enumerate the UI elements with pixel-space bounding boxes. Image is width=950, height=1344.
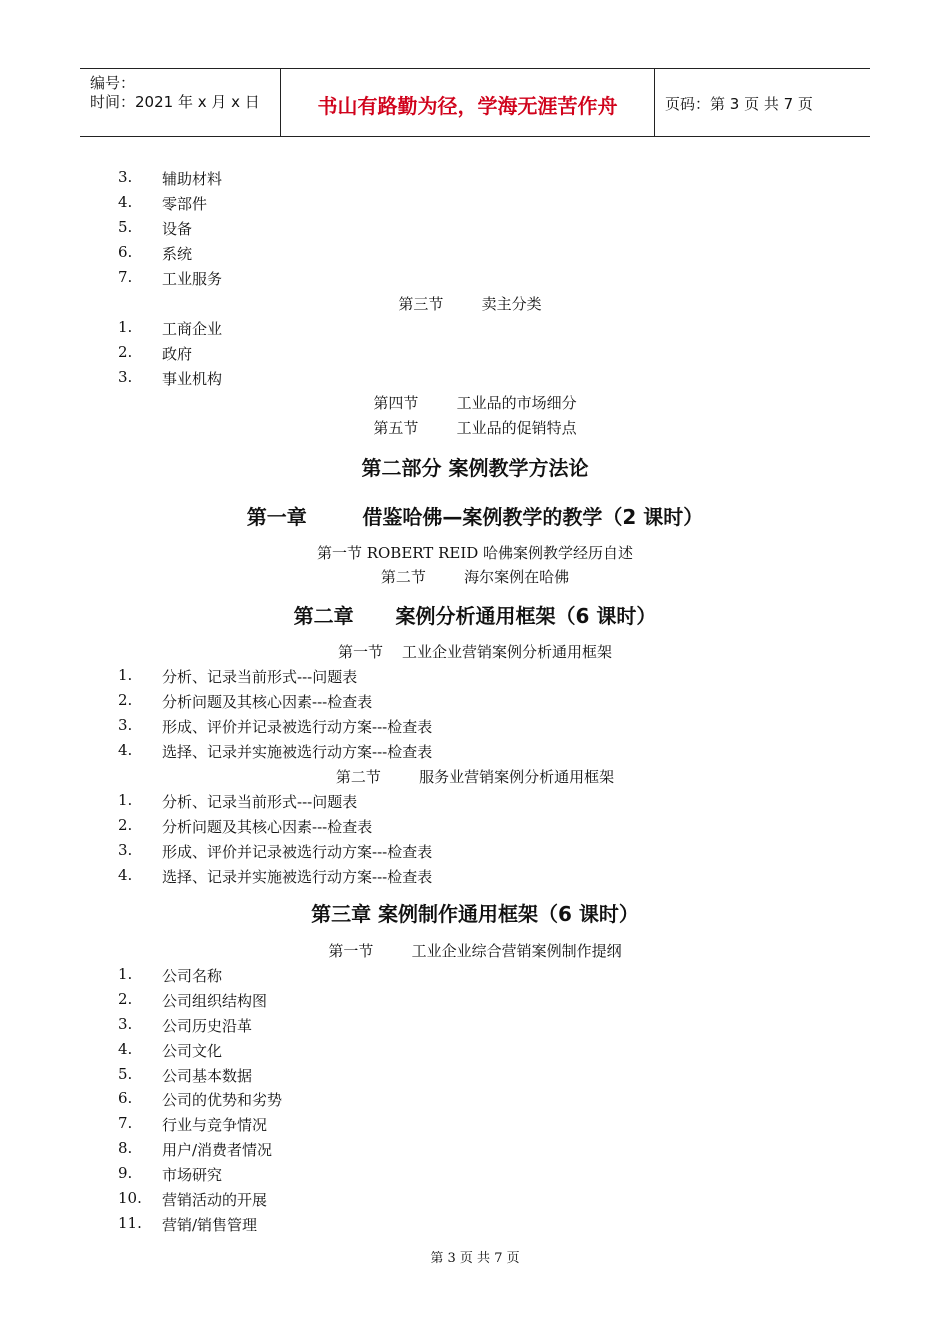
chapter-title: 第三章 案例制作通用框架（6 课时）	[311, 902, 639, 926]
item-number: 3.	[118, 368, 133, 386]
item-number: 3.	[118, 716, 133, 734]
section-heading: 第五节 工业品的促销特点	[373, 419, 577, 437]
motto: 书山有路勤为径，学海无涯苦作舟	[317, 94, 618, 118]
item-text: 营销活动的开展	[162, 1191, 268, 1209]
item-text: 工业服务	[162, 270, 223, 288]
item-text: 形成、评价并记录被选行动方案---检查表	[162, 843, 433, 861]
item-text: 选择、记录并实施被选行动方案---检查表	[162, 743, 433, 761]
page-info: 页码：第 3 页 共 7 页	[665, 95, 813, 113]
chapter-title: 第一章 借鉴哈佛—案例教学的教学（2 课时）	[246, 505, 704, 529]
item-text: 形成、评价并记录被选行动方案---检查表	[162, 718, 433, 736]
header-page-cell	[655, 69, 870, 136]
item-number: 4.	[118, 866, 133, 884]
item-text: 选择、记录并实施被选行动方案---检查表	[162, 868, 433, 886]
item-number: 2.	[118, 343, 133, 361]
item-text: 行业与竞争情况	[162, 1116, 268, 1134]
item-text: 市场研究	[162, 1166, 223, 1184]
item-number: 2.	[118, 990, 133, 1008]
item-text: 公司的优势和劣势	[162, 1091, 283, 1109]
item-text: 零部件	[162, 195, 208, 213]
item-text: 辅助材料	[162, 170, 223, 188]
item-number: 6.	[118, 1089, 133, 1107]
item-text: 政府	[162, 345, 193, 363]
item-number: 3.	[118, 168, 133, 186]
section-heading: 第一节 ROBERT REID 哈佛案例教学经历自述	[316, 544, 634, 562]
item-text: 公司名称	[162, 967, 223, 985]
item-text: 设备	[162, 220, 193, 238]
page-footer: 第 3 页 共 7 页	[430, 1251, 520, 1266]
item-number: 2.	[118, 816, 133, 834]
header-motto-cell	[281, 69, 655, 136]
item-number: 9.	[118, 1164, 133, 1182]
item-text: 系统	[162, 245, 193, 263]
item-number: 1.	[118, 666, 133, 684]
item-text: 用户/消费者情况	[162, 1141, 273, 1159]
item-number: 2.	[118, 691, 133, 709]
item-number: 5.	[118, 218, 133, 236]
chapter-title: 第二章 案例分析通用框架（6 课时）	[293, 604, 657, 628]
item-text: 分析问题及其核心因素---检查表	[162, 693, 373, 711]
item-text: 分析问题及其核心因素---检查表	[162, 818, 373, 836]
item-number: 8.	[118, 1139, 133, 1157]
item-number: 3.	[118, 841, 133, 859]
item-text: 分析、记录当前形式---问题表	[162, 668, 358, 686]
item-text: 公司文化	[162, 1042, 223, 1060]
item-number: 11.	[118, 1214, 142, 1232]
item-text: 事业机构	[162, 370, 223, 388]
item-number: 7.	[118, 268, 133, 286]
section-heading: 第四节 工业品的市场细分	[373, 394, 577, 412]
item-text: 营销/销售管理	[162, 1216, 258, 1234]
item-text: 分析、记录当前形式---问题表	[162, 793, 358, 811]
section-heading: 第二节 海尔案例在哈佛	[380, 568, 570, 586]
item-number: 1.	[118, 318, 133, 336]
item-text: 公司组织结构图	[162, 992, 268, 1010]
date-label: 时间：2021 年 x 月 x 日	[90, 93, 260, 111]
item-number: 10.	[118, 1189, 142, 1207]
item-number: 1.	[118, 791, 133, 809]
document-header	[80, 68, 870, 137]
number-label: 编号：	[90, 74, 136, 92]
item-number: 4.	[118, 741, 133, 759]
item-text: 工商企业	[162, 320, 223, 338]
item-number: 7.	[118, 1114, 133, 1132]
section-heading: 第一节 工业企业综合营销案例制作提纲	[328, 942, 622, 960]
part-title: 第二部分 案例教学方法论	[361, 456, 589, 480]
item-number: 6.	[118, 243, 133, 261]
section-heading: 第三节 卖主分类	[398, 295, 542, 313]
item-number: 3.	[118, 1015, 133, 1033]
item-number: 5.	[118, 1065, 133, 1083]
section-heading: 第二节 服务业营销案例分析通用框架	[335, 768, 615, 786]
section-heading: 第一节 工业企业营销案例分析通用框架	[337, 643, 613, 661]
item-number: 4.	[118, 1040, 133, 1058]
item-text: 公司基本数据	[162, 1067, 253, 1085]
item-text: 公司历史沿革	[162, 1017, 253, 1035]
item-number: 4.	[118, 193, 133, 211]
item-number: 1.	[118, 965, 133, 983]
header-meta-cell	[80, 69, 281, 136]
